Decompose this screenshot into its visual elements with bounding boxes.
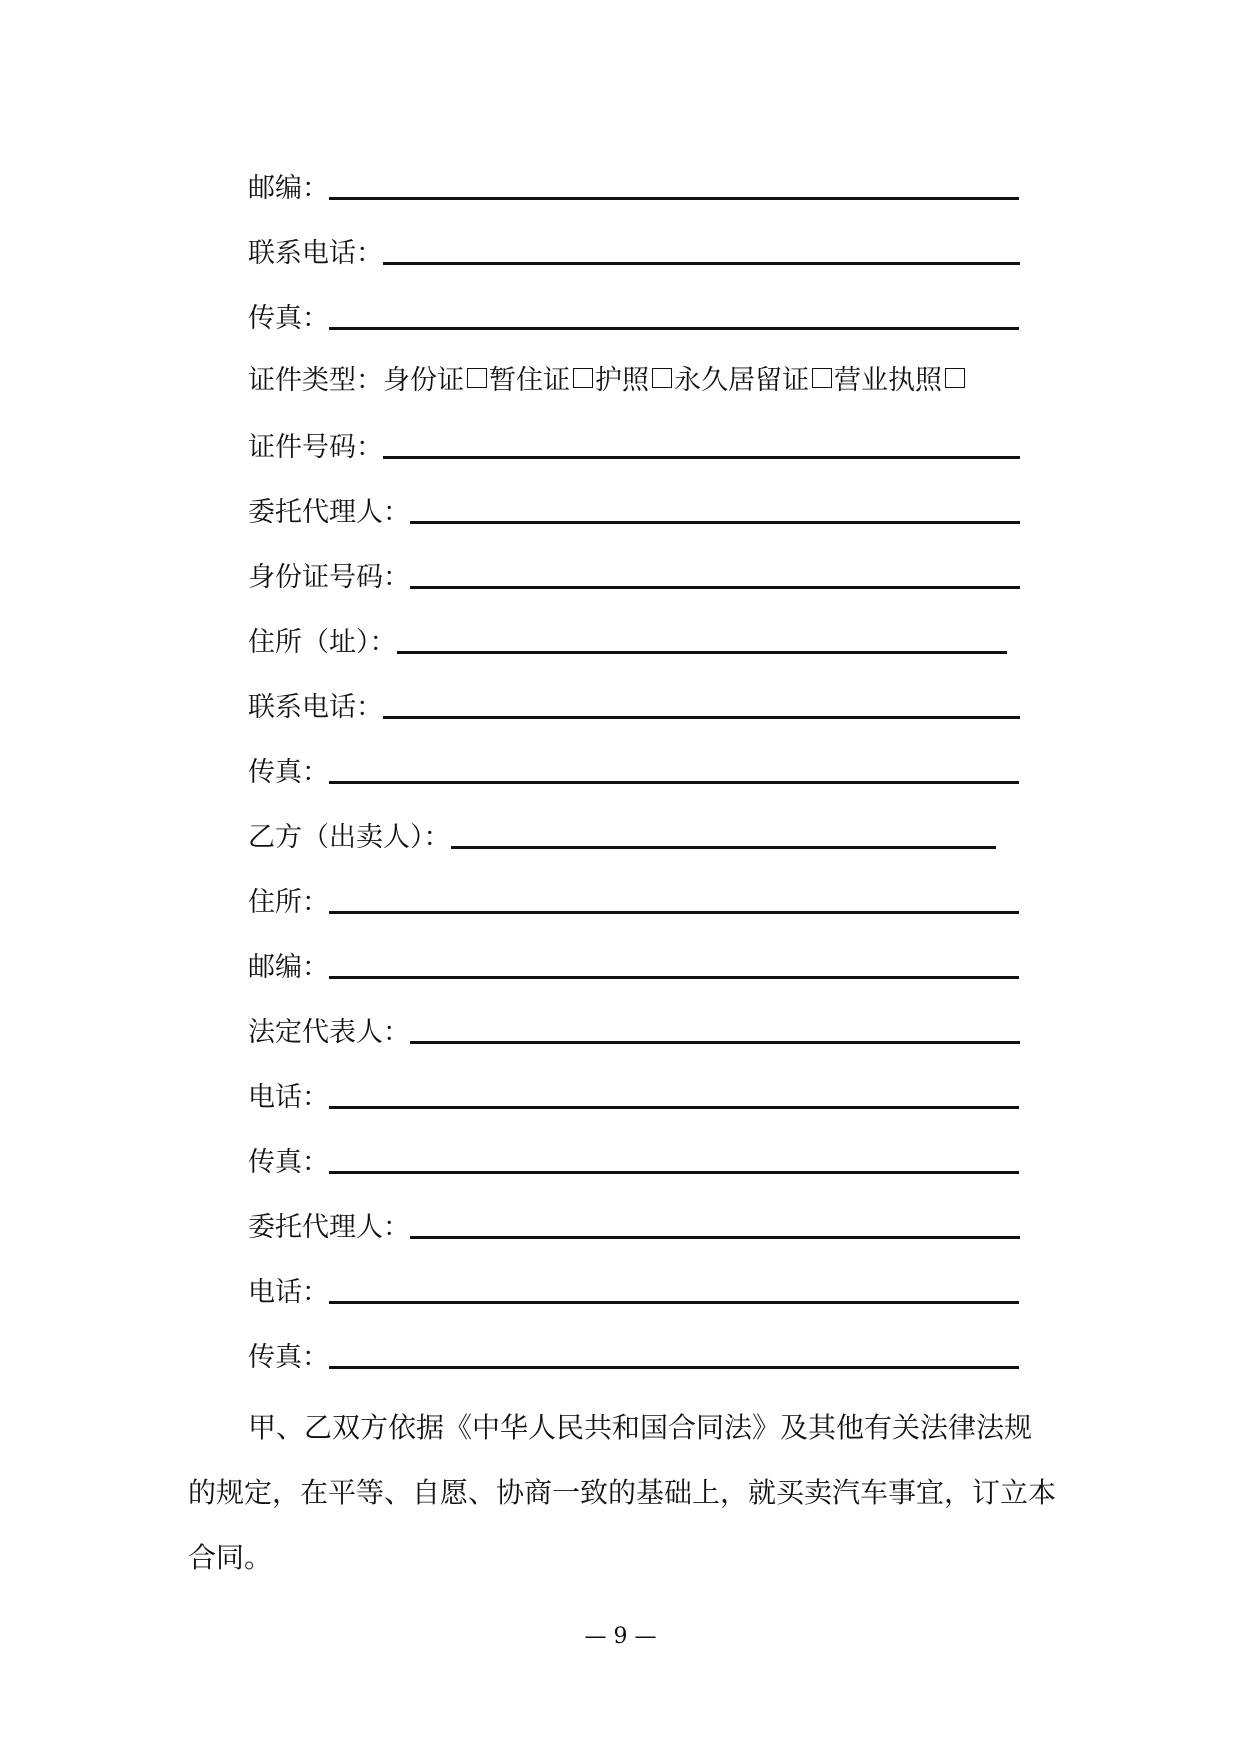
seller-phone-field: [248, 1069, 1019, 1119]
fill-in-line[interactable]: [329, 911, 1019, 914]
seller-address-field: [248, 874, 1019, 924]
phone-field: [248, 679, 1020, 729]
checkbox[interactable]: [945, 368, 965, 388]
option-label: 营业执照: [834, 365, 942, 396]
seller-postcode-field: [248, 939, 1019, 989]
id-type-label: 证件类型：: [248, 365, 383, 396]
fill-in-line[interactable]: [410, 1041, 1020, 1044]
fill-in-line[interactable]: [383, 262, 1020, 265]
contract-intro-paragraph: [188, 1395, 1058, 1590]
field-label: 传真：: [248, 1342, 329, 1373]
field-label: 乙方（出卖人）：: [248, 822, 451, 853]
fill-in-line[interactable]: [410, 1236, 1020, 1239]
field-label: 住所：: [248, 887, 329, 918]
field-label: 邮编：: [248, 173, 329, 204]
seller-field: [248, 809, 996, 859]
seller-agent-fax-field: [248, 1329, 1019, 1379]
fill-in-line[interactable]: [410, 586, 1020, 589]
field-label: 委托代理人：: [248, 497, 410, 528]
fax-field: [248, 744, 1019, 794]
option-label: 暂住证: [489, 365, 570, 396]
field-label: 邮编：: [248, 952, 329, 983]
fill-in-line[interactable]: [329, 1301, 1019, 1304]
fill-in-line[interactable]: [397, 651, 1007, 654]
checkbox[interactable]: [652, 368, 672, 388]
fill-in-line[interactable]: [329, 976, 1019, 979]
id-number-field: [248, 419, 1020, 469]
fill-in-line[interactable]: [383, 716, 1020, 719]
field-label: 传真：: [248, 757, 329, 788]
id-option-permanent-residence[interactable]: [674, 358, 834, 397]
field-label: 证件号码：: [248, 432, 383, 463]
fill-in-line[interactable]: [329, 1171, 1019, 1174]
postcode-field: [248, 160, 1019, 210]
field-label: 联系电话：: [248, 692, 383, 723]
field-label: 电话：: [248, 1082, 329, 1113]
id-option-temp-residence[interactable]: [489, 358, 595, 397]
agent-field: [248, 484, 1020, 534]
fill-in-line[interactable]: [329, 1366, 1019, 1369]
fill-in-line[interactable]: [410, 521, 1020, 524]
id-option-business-license[interactable]: [834, 358, 967, 397]
fill-in-line[interactable]: [383, 456, 1020, 459]
id-option-passport[interactable]: [595, 358, 674, 397]
fill-in-line[interactable]: [329, 197, 1019, 200]
field-label: 电话：: [248, 1277, 329, 1308]
seller-agent-phone-field: [248, 1264, 1019, 1314]
phone-field: [248, 225, 1020, 275]
fill-in-line[interactable]: [329, 327, 1019, 330]
option-label: 永久居留证: [674, 365, 809, 396]
id-type-row: [248, 358, 967, 397]
address-field: [248, 614, 1007, 664]
field-label: 传真：: [248, 303, 329, 334]
field-label: 法定代表人：: [248, 1017, 410, 1048]
checkbox[interactable]: [812, 368, 832, 388]
field-label: 传真：: [248, 1147, 329, 1178]
field-label: 住所（址）：: [248, 627, 397, 658]
id-option-id-card[interactable]: [383, 358, 489, 397]
fill-in-line[interactable]: [329, 1106, 1019, 1109]
paragraph-text: 甲、乙双方依据《中华人民共和国合同法》及其他有关法律法规的规定，在平等、自愿、协商一致的基础上，就买卖汽车事宜，订立本合同。: [188, 1411, 1057, 1574]
fax-field: [248, 290, 1019, 340]
option-label: 身份证: [383, 365, 464, 396]
legal-rep-field: [248, 1004, 1020, 1054]
option-label: 护照: [595, 365, 649, 396]
field-label: 委托代理人：: [248, 1212, 410, 1243]
field-label: 联系电话：: [248, 238, 383, 269]
seller-agent-field: [248, 1199, 1020, 1249]
seller-fax-field: [248, 1134, 1019, 1184]
id-card-number-field: [248, 549, 1020, 599]
checkbox[interactable]: [573, 368, 593, 388]
checkbox[interactable]: [467, 368, 487, 388]
fill-in-line[interactable]: [329, 781, 1019, 784]
field-label: 身份证号码：: [248, 562, 410, 593]
fill-in-line[interactable]: [451, 846, 996, 849]
page-number: — 9 —: [584, 1624, 657, 1649]
